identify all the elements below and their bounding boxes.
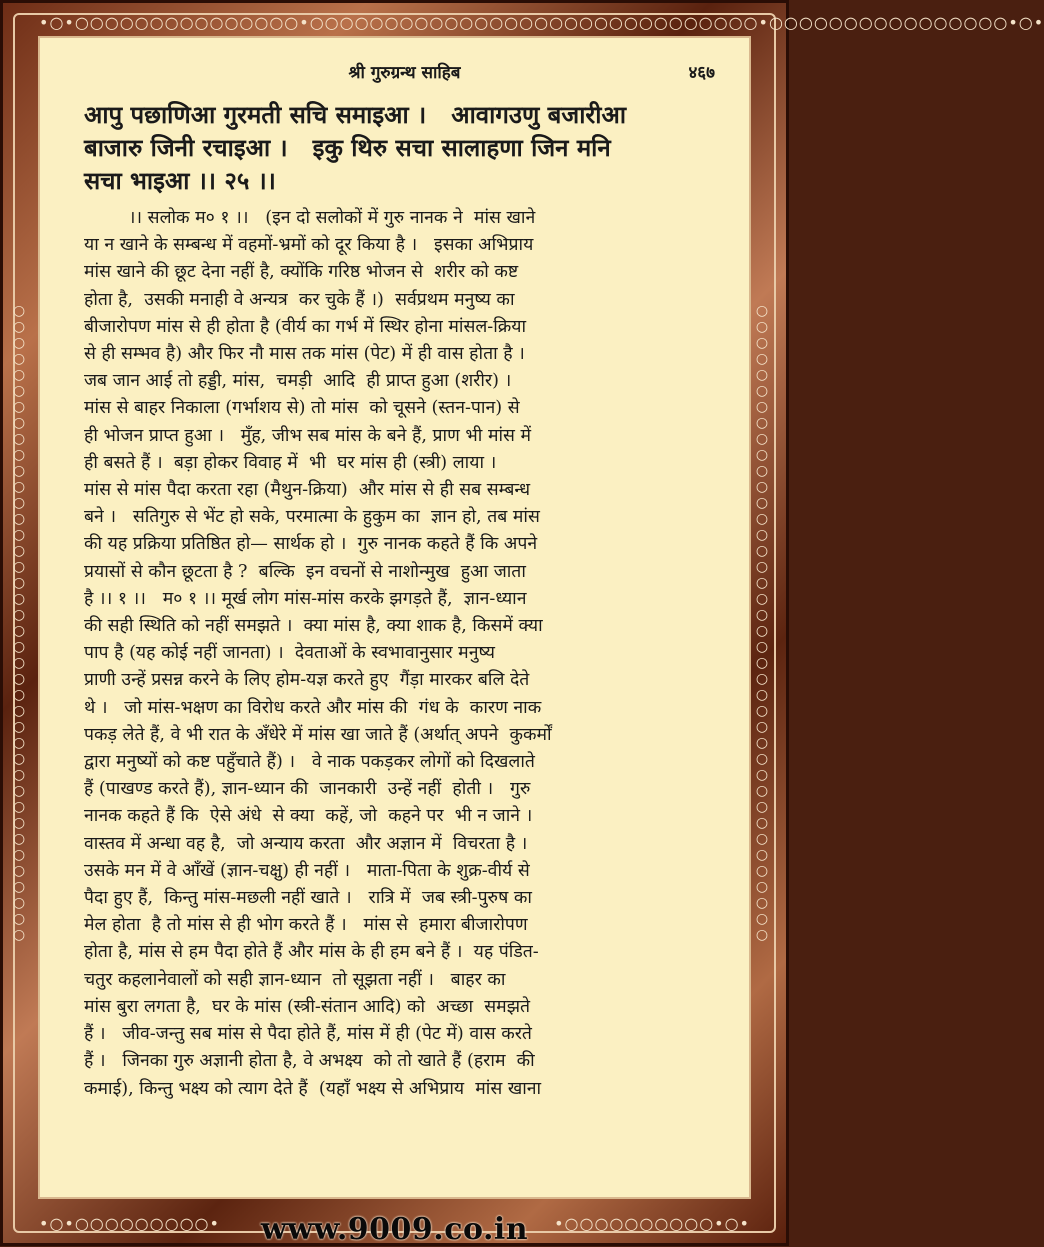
verse-block [84,98,725,197]
frame-ornament-bottom-right: •○○○○○○○○○○•○• [554,1214,750,1233]
commentary-line: हैं । जिनका गुरु अज्ञानी होता है, वे अभक्ष्य को तो खाते हैं (हराम की [84,1051,535,1072]
commentary-line: होता है, उसकी मनाही वे अन्यत्र कर चुके हैं ।) सर्वप्रथम मनुष्य का [84,289,515,310]
page-sheet [38,36,751,1199]
commentary-line: पाप है (यह कोई नहीं जानता) । देवताओं के स्वभावानुसार मनुष्य [84,643,495,664]
page-title: श्री गुरुग्रन्थ साहिब [348,63,461,83]
page-number: ४६७ [688,63,715,83]
commentary-line: थे । जो मांस-भक्षण का विरोध करते और मांस की गंध के कारण नाक [84,697,542,718]
commentary-line: जब जान आई तो हड्डी, मांस, चमड़ी आदि ही प्राप्त हुआ (शरीर) । [84,371,512,392]
commentary-line: या न खाने के सम्बन्ध में वहमों-भ्रमों को दूर किया है । इसका अभिप्राय [84,235,534,256]
verse-line: आपु पछाणिआ गुरमती सचि समाइआ । आवागउणु बजारीआ [84,100,626,129]
commentary-line: ही बसते हैं । बड़ा होकर विवाह में भी घर मांस ही (स्त्री) लाया । [84,452,497,473]
commentary-line: प्रयासों से कौन छूटता है ? बल्कि इन वचनों से नाशोन्मुख हुआ जाता [84,561,526,582]
commentary-line: कमाई), किन्तु भक्ष्य को त्याग देते हैं (यहाँ भक्ष्य से अभिप्राय मांस खाना [84,1078,542,1099]
verse-line: बाजारु जिनी रचाइआ । इकु थिरु सचा सालाहणा जिन मनि [84,133,611,162]
commentary-line: मांस बुरा लगता है, घर के मांस (स्त्री-संतान आदि) को अच्छा समझते [84,996,531,1017]
verse-line: सचा भाइआ ।। २५ ।। [84,166,276,195]
commentary-line: है ।। १ ।। म० १ ।। मूर्ख लोग मांस-मांस करके झगड़ते हैं, ज्ञान-ध्यान [84,588,527,609]
commentary-line: चतुर कहलानेवालों को सही ज्ञान-ध्यान तो सूझता नहीं । बाहर का [84,969,506,990]
commentary-line: बीजारोपण मांस से ही होता है (वीर्य का गर्भ में स्थिर होना मांसल-क्रिया [84,316,527,337]
frame-ornament-left: ○○○○○○○○○○○○○○○○○○○○○○○○○○○○○○○○○○○○○○○○ [11,303,27,943]
commentary-body [84,205,725,1103]
page-header [84,54,725,90]
commentary-line: उसके मन में वे आँखें (ज्ञान-चक्षु) ही नहीं । माता-पिता के शुक्र-वीर्य से [84,860,530,881]
commentary-line: द्वारा मनुष्यों को कष्ट पहुँचाते हैं) । वे नाक पकड़कर लोगों को दिखलाते [84,752,535,773]
commentary-line: बने । सतिगुरु से भेंट हो सके, परमात्मा के हुकुम का ज्ञान हो, तब मांस [84,507,540,528]
frame-ornament-right: ○○○○○○○○○○○○○○○○○○○○○○○○○○○○○○○○○○○○○○○○ [754,303,770,943]
commentary-line: ।। सलोक म० १ ।। (इन दो सलोकों में गुरु नानक ने मांस खाने [84,208,536,228]
commentary-line: की यह प्रक्रिया प्रतिष्ठित हो— सार्थक हो । गुरु नानक कहते हैं कि अपने [84,534,538,555]
commentary-line: मांस से बाहर निकाला (गर्भाशय से) तो मांस को चूसने (स्तन-पान) से [84,398,520,419]
commentary-line: की सही स्थिति को नहीं समझते । क्या मांस है, क्या शाक है, किसमें क्या [84,616,543,637]
commentary-line: से ही सम्भव है) और फिर नौ मास तक मांस (पेट) में ही वास होता है । [84,344,525,365]
website-url: www.9009.co.in [260,1212,529,1247]
commentary-line: होता है, मांस से हम पैदा होते हैं और मांस के ही हम बने हैं । यह पंडित- [84,942,539,963]
commentary-line: प्राणी उन्हें प्रसन्न करने के लिए होम-यज्ञ करते हुए गैंड़ा मारकर बलि देते [84,670,530,691]
commentary-line: नानक कहते हैं कि ऐसे अंधे से क्या कहें, जो कहने पर भी न जाने । [84,806,533,827]
commentary-line: वास्तव में अन्धा वह है, जो अन्याय करता और अज्ञान में विचरता है । [84,833,528,854]
frame-ornament-top: •○•○○○○○○○○○○○○○○○•○○○○○○○○○○○○○○○○○○○○○○○○○○○○○○•○○○○○○○○○○○○○○○○•○• [39,13,1044,32]
commentary-line: ही भोजन प्राप्त हुआ । मुँह, जीभ सब मांस के बने हैं, प्राण भी मांस में [84,425,532,446]
commentary-line: हैं । जीव-जन्तु सब मांस से पैदा होते हैं, मांस में ही (पेट में) वास करते [84,1024,532,1045]
commentary-line: मांस से मांस पैदा करता रहा (मैथुन-क्रिया) और मांस से ही सब सम्बन्ध [84,480,531,501]
frame-ornament-bottom-left: •○•○○○○○○○○○• [39,1214,220,1233]
commentary-line: हैं (पाखण्ड करते हैं), ज्ञान-ध्यान की जानकारी उन्हें नहीं होती । गुरु [84,779,531,800]
commentary-line: मेल होता है तो मांस से ही भोग करते हैं । मांस से हमारा बीजारोपण [84,915,528,936]
commentary-line: पकड़ लेते हैं, वे भी रात के अँधेरे में मांस खा जाते हैं (अर्थात् अपने कुकर्मों [84,724,552,745]
commentary-line: मांस खाने की छूट देना नहीं है, क्योंकि गरिष्ठ भोजन से शरीर को कष्ट [84,262,519,283]
commentary-line: पैदा हुए हैं, किन्तु मांस-मछली नहीं खाते । रात्रि में जब स्त्री-पुरुष का [84,888,532,909]
